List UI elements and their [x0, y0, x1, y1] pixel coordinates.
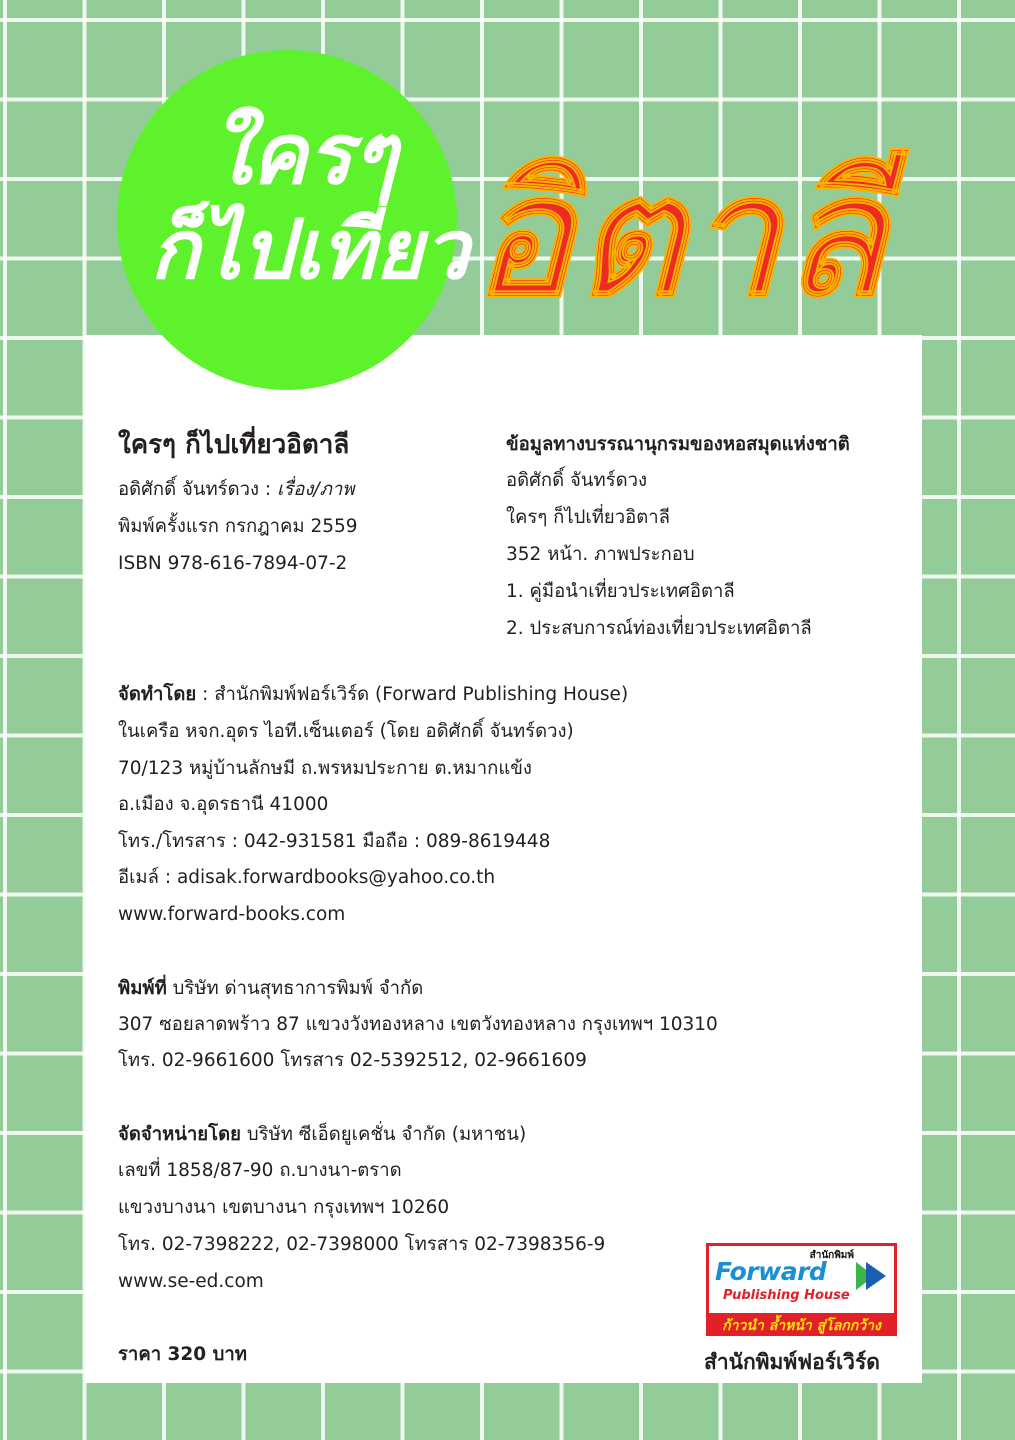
logo-inner	[709, 1246, 894, 1313]
author-name: อดิศักดิ์ จันทร์ดวง :	[118, 479, 272, 500]
producer-line: ในเครือ หจก.อุดร ไอที.เซ็นเตอร์ (โดย อดิศักดิ์ จันทร์ดวง)	[118, 721, 574, 742]
big-title-italy: อิตาลี	[472, 138, 888, 334]
catalog-line: อดิศักดิ์ จันทร์ดวง	[506, 470, 648, 491]
printer-line: 307 ซอยลาดพร้าว 87 แขวงวังทองหลาง เขตวังทองหลาง กรุงเทพฯ 10310	[118, 1014, 718, 1035]
producer-name: : สำนักพิมพ์ฟอร์เวิร์ด (Forward Publishing House)	[202, 684, 629, 705]
catalog-line: 1. คู่มือนำเที่ยวประเทศอิตาลี	[506, 581, 735, 602]
logo-top-text: สำนักพิมพ์	[809, 1250, 854, 1261]
producer-phone: โทร./โทรสาร : 042-931581 มือถือ : 089-8619448	[118, 831, 551, 852]
play-arrow-icon	[854, 1260, 888, 1292]
book-edition: พิมพ์ครั้งแรก กรกฎาคม 2559	[118, 516, 358, 537]
publisher-name: สำนักพิมพ์ฟอร์เวิร์ด	[704, 1350, 880, 1374]
producer-line: อ.เมือง จ.อุดรธานี 41000	[118, 794, 329, 815]
catalog-line: ใครๆ ก็ไปเที่ยวอิตาลี	[506, 507, 671, 528]
author-role: เรื่อง/ภาพ	[277, 479, 355, 500]
distributor-name: บริษัท ซีเอ็ดยูเคชั่น จำกัด (มหาชน)	[246, 1124, 527, 1145]
catalog-heading: ข้อมูลทางบรรณานุกรมของหอสมุดแห่งชาติ	[506, 434, 850, 455]
distributor-line: โทร. 02-7398222, 02-7398000 โทรสาร 02-7398356-9	[118, 1234, 606, 1255]
catalog-line: 352 หน้า. ภาพประกอบ	[506, 544, 695, 565]
book-title: ใครๆ ก็ไปเที่ยวอิตาลี	[118, 430, 350, 460]
printer-heading	[118, 980, 423, 999]
printer-name: บริษัท ด่านสุทธาการพิมพ์ จำกัด	[172, 978, 424, 999]
distributor-line: แขวงบางนา เขตบางนา กรุงเทพฯ 10260	[118, 1197, 450, 1218]
producer-label: จัดทำโดย	[118, 684, 197, 705]
circle-title-line2: ก็ไปเที่ยว	[150, 203, 470, 298]
forward-publishing-logo	[706, 1243, 897, 1336]
circle-title-line1: ใครๆ	[210, 105, 398, 203]
book-author	[118, 481, 354, 500]
producer-line: 70/123 หมู่บ้านลักษมี ถ.พรหมประกาย ต.หมากแข้ง	[118, 758, 532, 779]
producer-email: อีเมล์ : adisak.forwardbooks@yahoo.co.th	[118, 867, 496, 888]
producer-website: www.forward-books.com	[118, 904, 346, 925]
price: ราคา 320 บาท	[118, 1344, 247, 1365]
logo-brand: Forward	[715, 1257, 827, 1286]
printer-line: โทร. 02-9661600 โทรสาร 02-5392512, 02-9661609	[118, 1050, 587, 1071]
distributor-heading	[118, 1126, 526, 1145]
printer-label: พิมพ์ที่	[118, 978, 167, 999]
distributor-label: จัดจำหน่ายโดย	[118, 1124, 241, 1145]
producer-heading	[118, 686, 628, 705]
catalog-line: 2. ประสบการณ์ท่องเที่ยวประเทศอิตาลี	[506, 618, 812, 639]
logo-slogan: ก้าวนำ ล้ำหน้า สู่โลกกว้าง	[722, 1318, 881, 1334]
book-isbn: ISBN 978-616-7894-07-2	[118, 553, 348, 574]
distributor-line: เลขที่ 1858/87-90 ถ.บางนา-ตราด	[118, 1160, 402, 1181]
distributor-website: www.se-ed.com	[118, 1271, 264, 1292]
logo-subtitle: Publishing House	[723, 1288, 850, 1303]
